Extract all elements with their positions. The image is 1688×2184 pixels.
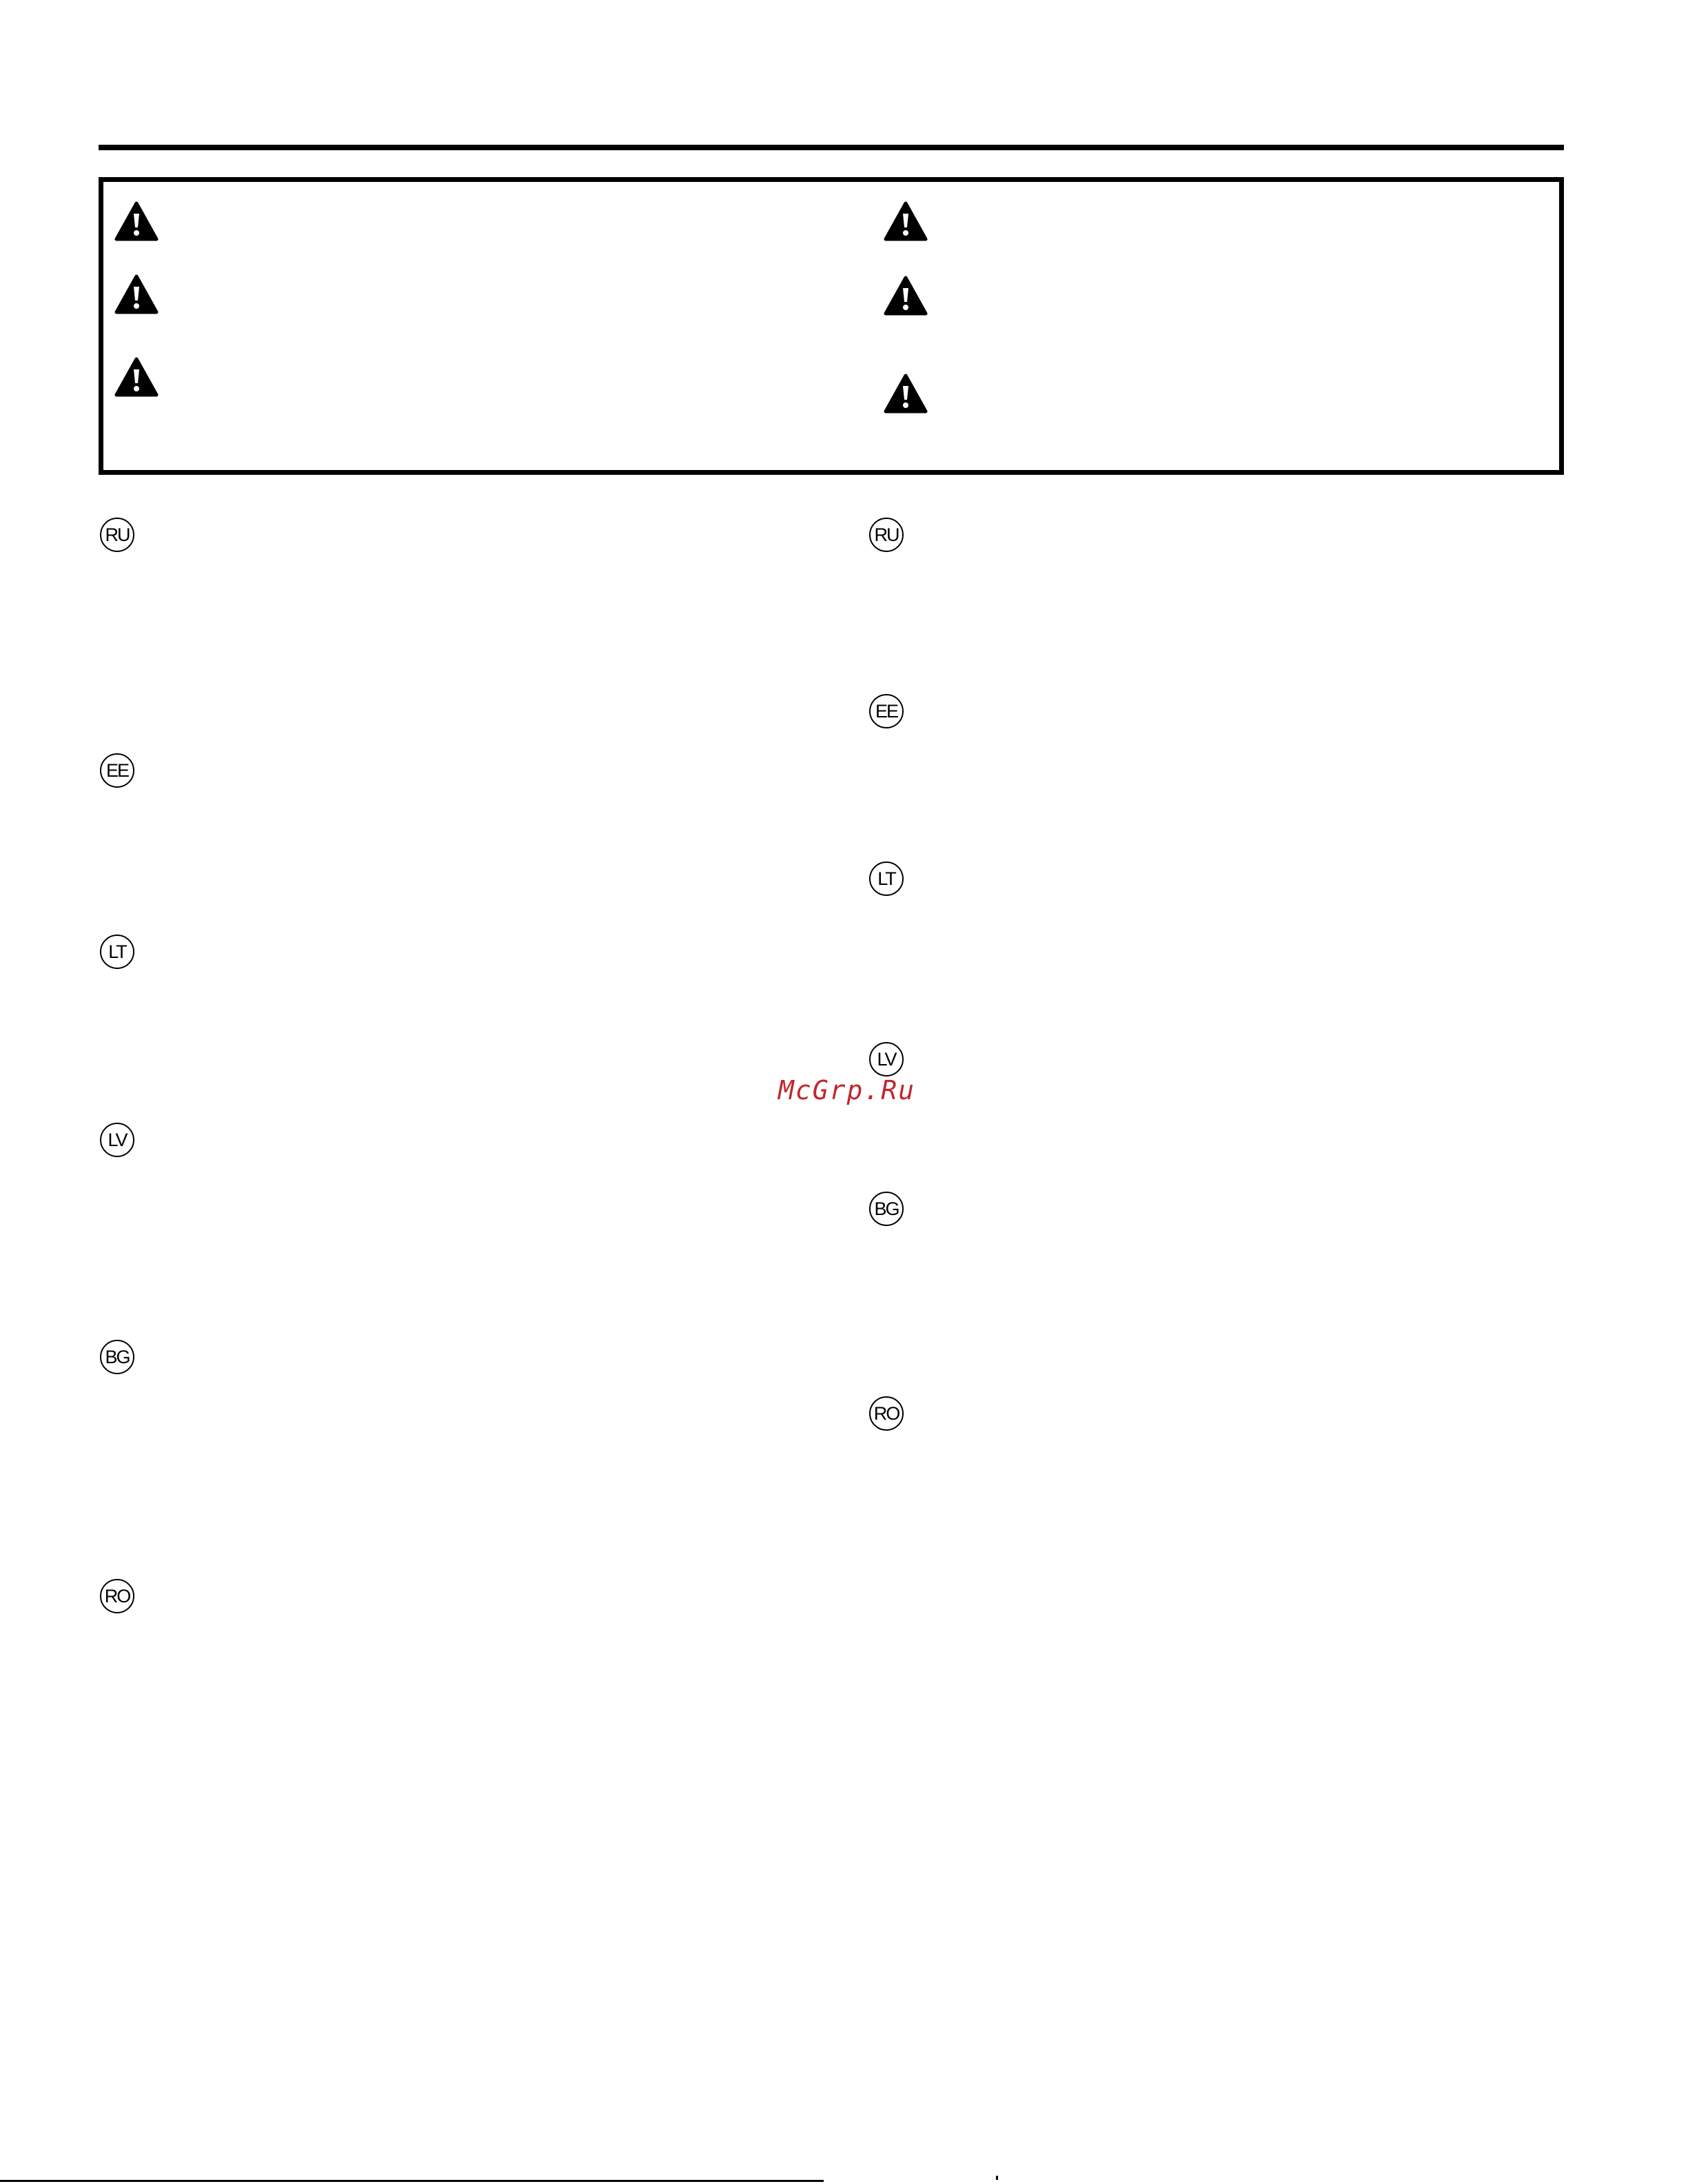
warning-triangle-icon <box>114 357 159 397</box>
warning-box <box>99 177 1564 475</box>
language-badge-lt: LT <box>869 861 904 896</box>
warning-triangle-icon <box>884 374 928 414</box>
watermark: McGrp.Ru <box>778 1075 916 1105</box>
warning-triangle-icon <box>114 201 159 241</box>
language-badge-bg: BG <box>869 1192 904 1226</box>
language-badge-lv: LV <box>869 1042 904 1076</box>
language-badge-ru: RU <box>869 518 904 552</box>
top-rule <box>99 145 1564 150</box>
bottom-mark <box>996 2176 998 2180</box>
bottom-rule <box>0 2180 824 2182</box>
warning-triangle-icon <box>884 201 928 241</box>
warning-triangle-icon <box>114 274 159 314</box>
language-badge-ee: EE <box>869 694 904 728</box>
warning-triangle-icon <box>884 276 928 316</box>
language-badge-bg: BG <box>100 1340 134 1374</box>
language-badge-ru: RU <box>100 518 134 552</box>
language-badge-ee: EE <box>100 753 134 788</box>
language-badge-lv: LV <box>100 1123 134 1157</box>
language-badge-ro: RO <box>100 1579 134 1613</box>
language-badge-lt: LT <box>100 935 134 969</box>
language-badge-ro: RO <box>869 1396 904 1431</box>
